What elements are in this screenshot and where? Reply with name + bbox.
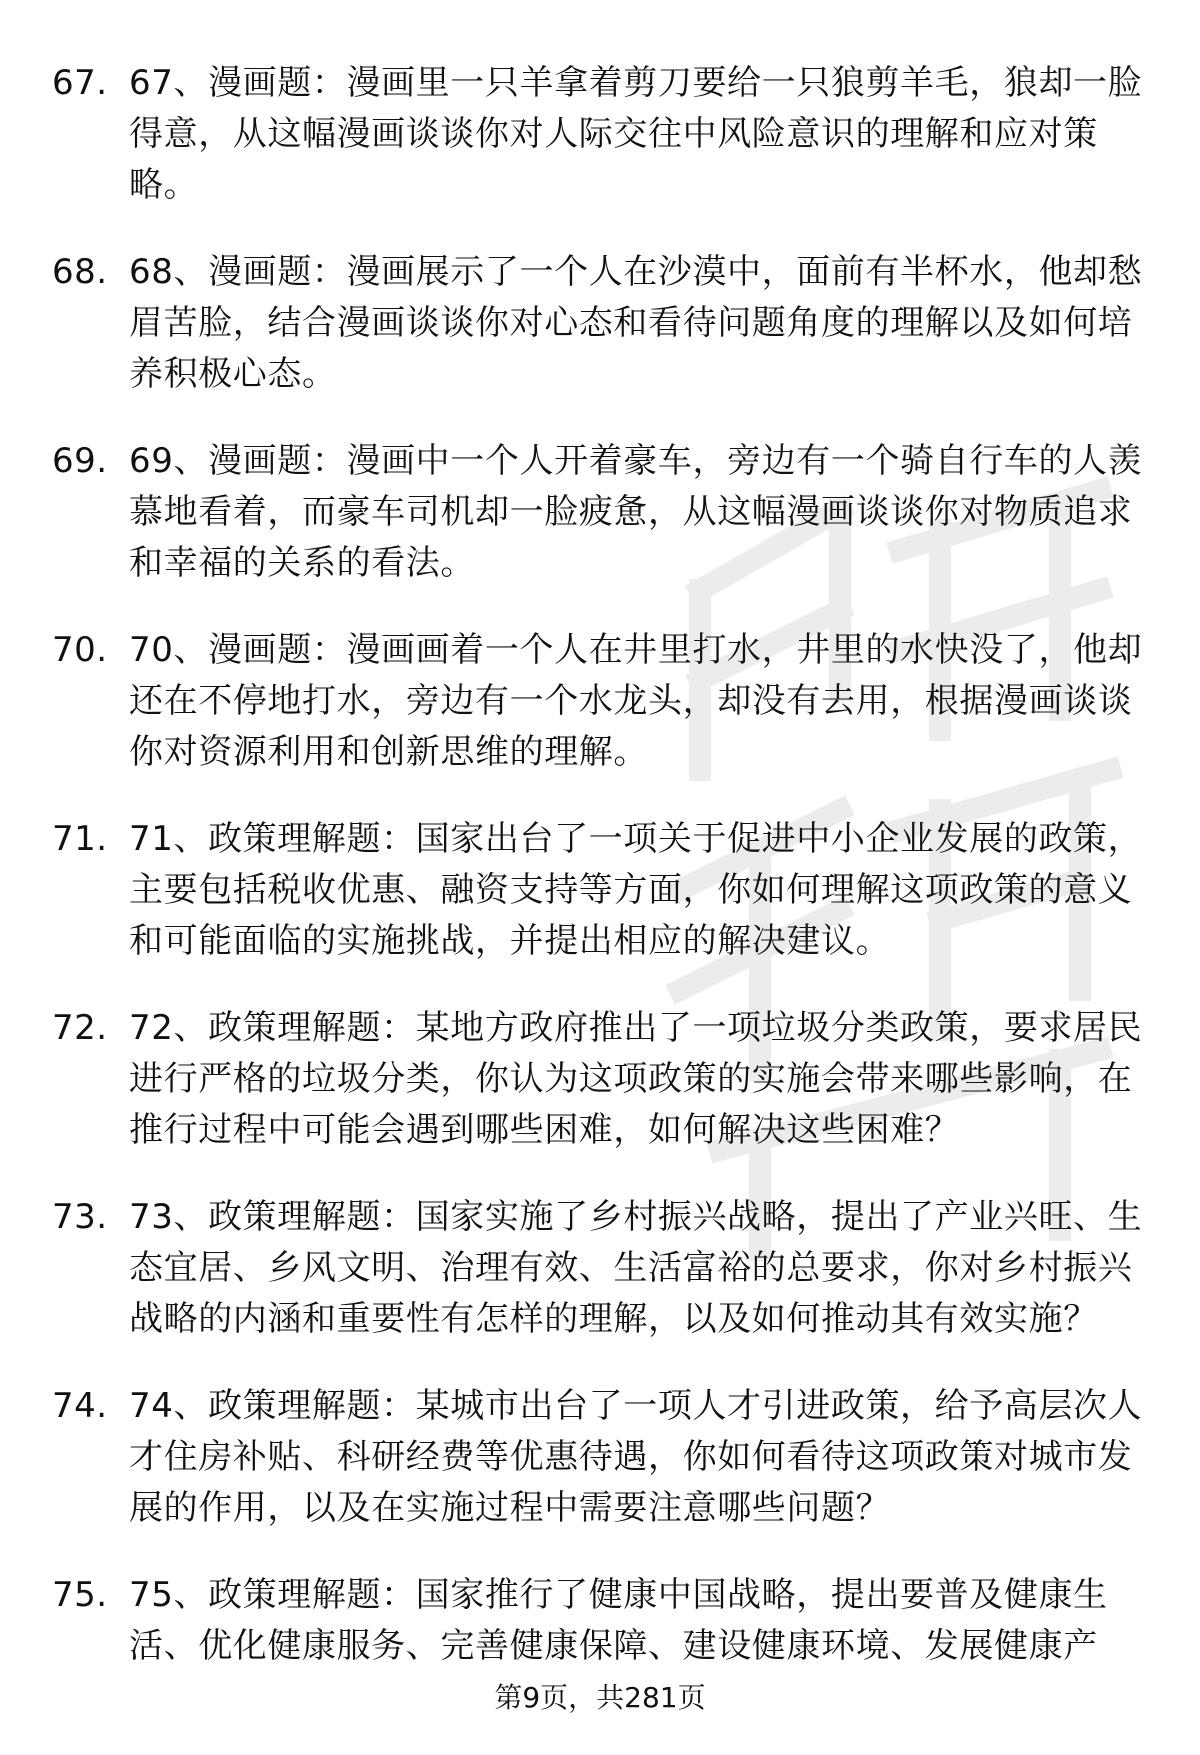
item-number: 72. (52, 1008, 108, 1048)
item-number: 68. (52, 252, 108, 292)
item-number: 69. (52, 441, 108, 481)
item-text: 72、政策理解题：某地方政府推出了一项垃圾分类政策，要求居民进行严格的垃圾分类，你认为这项政策的实施会带来哪些影响，在推行过程中可能会遇到哪些困难，如何解决这些困难？ (129, 1008, 1143, 1150)
question-list (52, 58, 1162, 1708)
item-text: 73、政策理解题：国家实施了乡村振兴战略，提出了产业兴旺、生态宜居、乡风文明、治理有效、生活富裕的总要求，你对乡村振兴战略的内涵和重要性有怎样的理解，以及如何推动其有效实施？ (129, 1197, 1143, 1339)
list-item (52, 1570, 1162, 1672)
page-number-footer: 第9页，共281页 (494, 1681, 706, 1714)
list-item (52, 1192, 1162, 1345)
item-text: 67、漫画题：漫画里一只羊拿着剪刀要给一只狼剪羊毛，狼却一脸得意，从这幅漫画谈谈你对人际交往中风险意识的理解和应对策略。 (129, 63, 1143, 205)
list-item (52, 436, 1162, 589)
item-number: 73. (52, 1197, 108, 1237)
item-text: 74、政策理解题：某城市出台了一项人才引进政策，给予高层次人才住房补贴、科研经费等优惠待遇，你如何看待这项政策对城市发展的作用，以及在实施过程中需要注意哪些问题？ (129, 1386, 1143, 1528)
item-text: 71、政策理解题：国家出台了一项关于促进中小企业发展的政策，主要包括税收优惠、融资支持等方面，你如何理解这项政策的意义和可能面临的实施挑战，并提出相应的解决建议。 (129, 819, 1143, 961)
item-text: 69、漫画题：漫画中一个人开着豪车，旁边有一个骑自行车的人羡慕地看着，而豪车司机却一脸疲惫，从这幅漫画谈谈你对物质追求和幸福的关系的看法。 (129, 441, 1143, 583)
list-item (52, 58, 1162, 211)
list-item (52, 1003, 1162, 1156)
item-number: 71. (52, 819, 108, 859)
list-item (52, 814, 1162, 967)
list-item (52, 247, 1162, 400)
list-item (52, 625, 1162, 778)
item-number: 67. (52, 63, 108, 103)
item-text: 75、政策理解题：国家推行了健康中国战略，提出要普及健康生活、优化健康服务、完善健康保障、建设健康环境、发展健康产 (129, 1575, 1108, 1666)
item-text: 68、漫画题：漫画展示了一个人在沙漠中，面前有半杯水，他却愁眉苦脸，结合漫画谈谈你对心态和看待问题角度的理解以及如何培养积极心态。 (129, 252, 1143, 394)
list-item (52, 1381, 1162, 1534)
item-number: 75. (52, 1575, 108, 1615)
item-text: 70、漫画题：漫画画着一个人在井里打水，井里的水快没了，他却还在不停地打水，旁边有一个水龙头，却没有去用，根据漫画谈谈你对资源利用和创新思维的理解。 (129, 630, 1143, 772)
item-number: 70. (52, 630, 108, 670)
item-number: 74. (52, 1386, 108, 1426)
